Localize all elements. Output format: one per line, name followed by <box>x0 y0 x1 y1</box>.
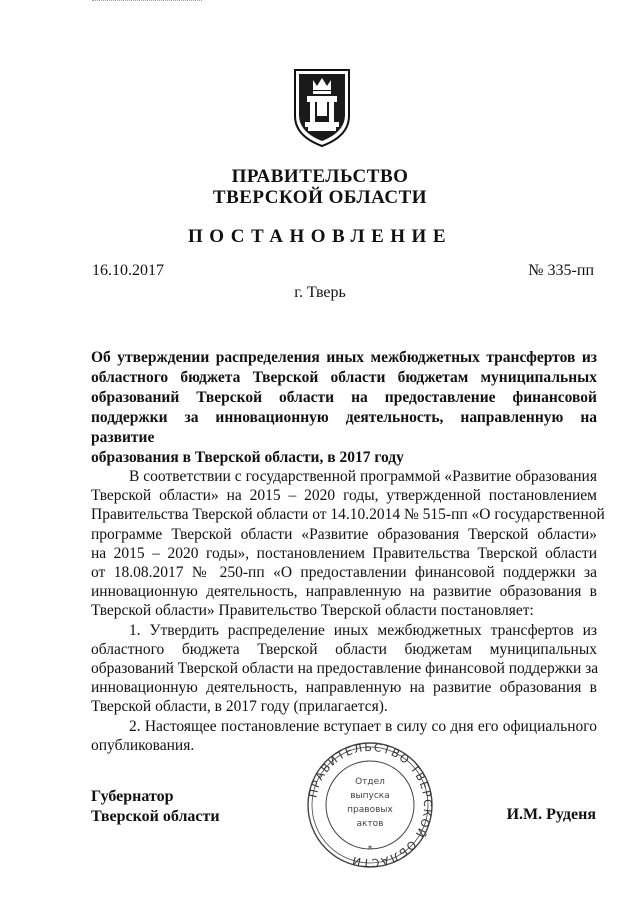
seal-ring-text: ПРАВИТЕЛЬСТВО ТВЕРСКОЙ ОБЛАСТИ <box>306 740 435 870</box>
seal-text-line4: актов <box>356 819 384 829</box>
signer-name: И.М. Руденя <box>506 806 596 823</box>
government-name-line1: ПРАВИТЕЛЬСТВО <box>231 166 409 187</box>
body-line: Тверской области, в 2017 году (прилагается). <box>91 698 388 716</box>
government-name-line2: ТВЕРСКОЙ ОБЛАСТИ <box>212 187 428 208</box>
seal-star-icon: * <box>367 844 373 855</box>
official-seal-stamp <box>300 740 440 870</box>
body-line: образований Тверской области на предоставление финансовой поддержки за <box>91 660 599 678</box>
body-line: от 18.08.2017 № 250-пп «О предоставлении финансовой поддержки за <box>91 564 597 582</box>
seal-text-line2: выпуска <box>350 791 390 801</box>
body-line: 1. Утвердить распределение иных межбюджетных трансфертов из <box>129 621 597 639</box>
body-line: Тверской области» на 2015 – 2020 годы, утвержденной постановлением <box>91 487 597 505</box>
body-line: Правительства Тверской области от 14.10.2014 № 515-пп «О государственной <box>91 506 605 524</box>
body-line: 2. Настоящее постановление вступает в силу со дня его официального <box>129 717 597 735</box>
body-line: инновационную деятельность, направленную на развитие образования в <box>91 583 597 601</box>
document-body <box>91 467 605 755</box>
document-title <box>91 348 597 468</box>
signer-position-line1: Губернатор <box>91 788 174 805</box>
document-number: № 335-пп <box>528 262 594 279</box>
body-line: инновационную деятельность, направленную на развитие образования в <box>91 679 597 697</box>
seal-text-line1: Отдел <box>355 777 385 787</box>
scan-edge-mark <box>92 0 202 3</box>
title-line: Об утверждении распределения иных межбюджетных трансфертов из <box>91 349 597 366</box>
tver-coat-of-arms-icon <box>291 66 353 150</box>
body-line: на 2015 – 2020 годы», постановлением Правительства Тверской области <box>91 544 597 562</box>
body-line: программе Тверской области «Развитие образования Тверской области» <box>91 525 597 543</box>
document-type-heading: ПОСТАНОВЛЕНИЕ <box>187 226 453 247</box>
signer-position <box>91 787 220 827</box>
body-line: В соответствии с государственной программой «Развитие образования <box>129 468 597 485</box>
document-date: 16.10.2017 <box>92 262 164 279</box>
title-line: поддержки за инновационную деятельность, направленную на развитие <box>91 409 597 446</box>
body-line: опубликования. <box>91 736 195 754</box>
signer-position-line2: Тверской области <box>91 808 220 825</box>
title-line: областного бюджета Тверской области бюджетам муниципальных <box>91 369 597 386</box>
seal-text-line3: правовых <box>347 805 393 815</box>
document-city: г. Тверь <box>294 284 346 301</box>
body-line: Тверской области» Правительство Тверской области постановляет: <box>91 602 534 620</box>
title-line: образований Тверской области на предоставление финансовой <box>91 389 597 406</box>
title-line: образования в Тверской области, в 2017 году <box>91 449 404 466</box>
body-line: областного бюджета Тверской области бюджетам муниципальных <box>91 640 597 658</box>
